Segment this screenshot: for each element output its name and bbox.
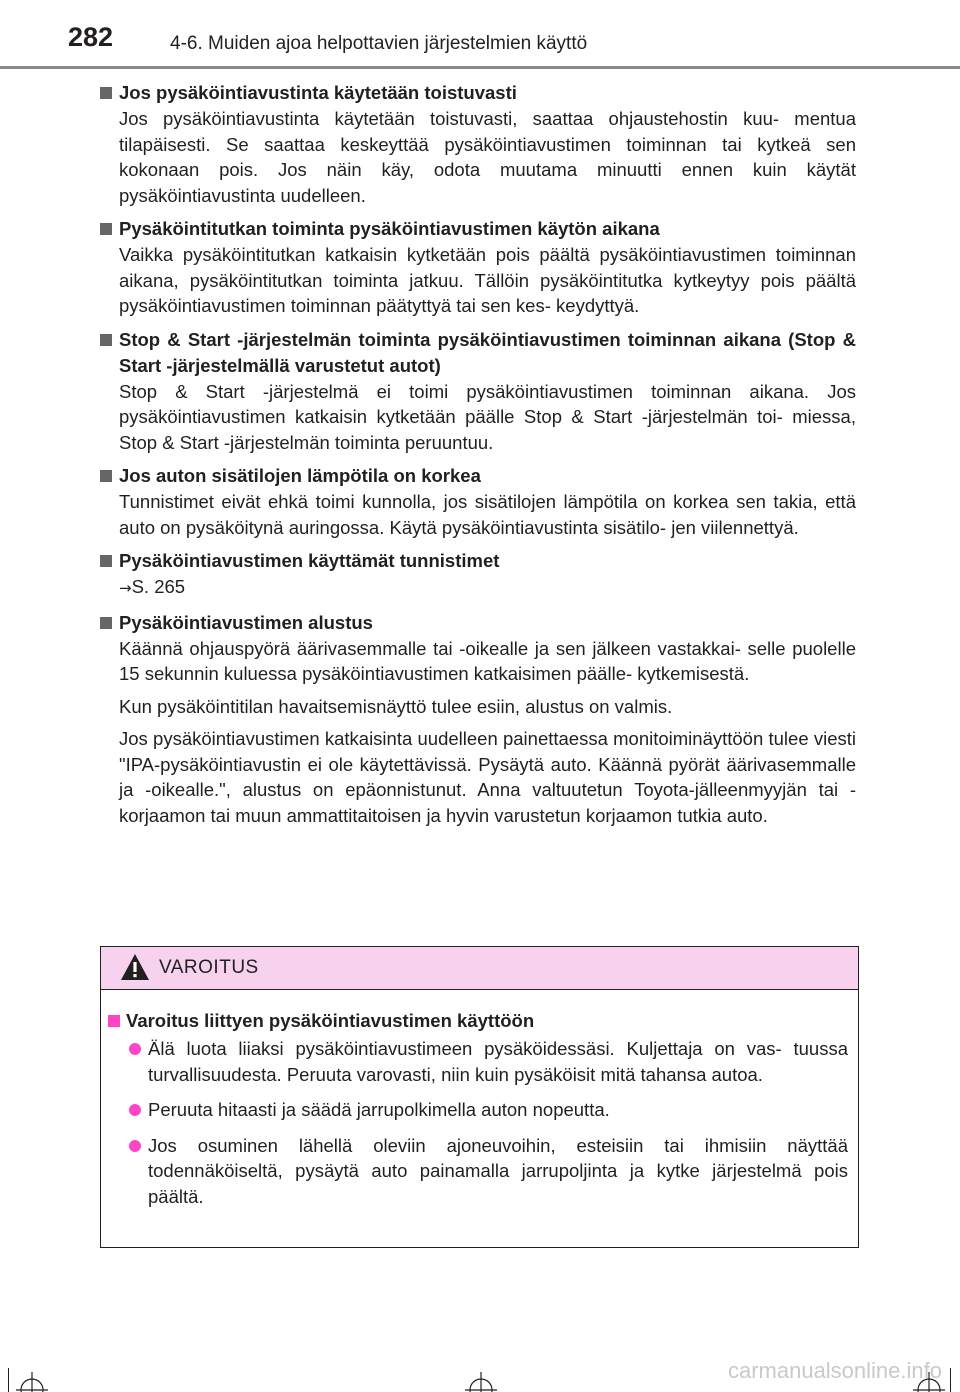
section-stop-start — [100, 327, 856, 456]
section-parking-radar — [100, 216, 856, 319]
square-bullet-icon — [100, 87, 112, 99]
section-paragraph: Jos pysäköintiavustinta käytetään toistuvasti, saattaa ohjaustehostin kuu- mentua tilapäisesti. Se saattaa keskeyttää pysäköintiavustimen toiminnan tai kytkeä sen kokonaan pois. Jos näin käy, odota muutama minuutti ennen kuin käytät pysäköintiavustinta uudelleen. — [119, 108, 856, 206]
section-paragraph: Kun pysäköintitilan havaitsemisnäyttö tulee esiin, alustus on valmis. — [119, 695, 673, 717]
section-paragraph: Käännä ohjauspyörä äärivasemmalle tai -oikealle ja sen jälkeen vastakkai- selle puolelle 15 sekunnin kuluessa pysäköintiavustimen katkaisimen päälle- kytkemisestä. — [119, 637, 856, 684]
section-title: Jos auton sisätilojen lämpötila on korkea — [100, 463, 856, 489]
section-title: Jos pysäköintiavustinta käytetään toistuvasti — [100, 80, 856, 106]
section-paragraph: Stop & Start -järjestelmä ei toimi pysäköintiavustimen toiminnan aikana. Jos pysäköintiavustimen katkaisin kytketään päälle Stop & Start -järjestelmän toi- miessa, Stop & Start -järjestelmän toiminta peruuntuu. — [119, 380, 856, 453]
section-title: Pysäköintiavustimen käyttämät tunnistimet — [100, 548, 856, 574]
warning-box — [100, 946, 859, 1248]
page-header — [0, 0, 960, 70]
section-repeated-use — [100, 80, 856, 208]
round-bullet-icon — [129, 1104, 141, 1116]
square-bullet-icon — [100, 470, 112, 482]
warning-bullet: Jos osuminen lähellä oleviin ajoneuvoihin, esteisiin tai ihmisiin näyttää todennäköiseltä, pysäytä auto painamalla jarrupoljinta ja kytke järjestelmä pois päältä. — [106, 1133, 848, 1210]
warning-header — [101, 947, 858, 990]
warning-label: VAROITUS — [159, 957, 259, 978]
round-bullet-icon — [129, 1140, 141, 1152]
section-high-temperature — [100, 463, 856, 540]
section-sensors — [100, 548, 856, 602]
registration-mark-icon — [463, 1372, 499, 1392]
square-bullet-icon — [108, 1015, 120, 1027]
main-content — [100, 80, 856, 836]
section-title: Stop & Start -järjestelmän toiminta pysäköintiavustimen toiminnan aikana (Stop & Start -järjestelmällä varustetut autot) — [100, 327, 856, 379]
section-paragraph: Vaikka pysäköintitutkan katkaisin kytketään pois päältä pysäköintiavustimen toiminnan aikana, pysäköintitutkan toiminta jatkuu. Tällöin pysäköintitutka kytkeytyy pois päältä pysäköintiavustimen toiminnan päätyttyä tai sen kes- keydyttyä. — [119, 244, 856, 316]
page-reference — [100, 574, 856, 602]
page-reference-link[interactable]: S. 265 — [131, 576, 186, 597]
section-paragraph: Jos pysäköintiavustimen katkaisinta uudelleen painettaessa monitoiminäyttöön tulee viesti "IPA-pysäköintiavustin ei ole käytettävissä. Pysäytä auto. Käännä pyörät äärivasemmalle ja -oikealle.", alustus on epäonnistunut. Anna valtuutetun Toyota-jälleenmyyjän tai -korjaamon tai muun ammattitaitoisen ja hyvin varustetun korjaamon tutkia auto. — [119, 728, 856, 826]
warning-bullet: Älä luota liiaksi pysäköintiavustimeen pysäköidessäsi. Kuljettaja on vas- tuussa turvallisuudesta. Peruuta varovasti, niin kuin pysäköisit mitä tahansa autoa. — [106, 1036, 848, 1087]
section-title: Pysäköintitutkan toiminta pysäköintiavustimen käytön aikana — [100, 216, 856, 242]
warning-bullet: Peruuta hitaasti ja säädä jarrupolkimella auton nopeutta. — [106, 1097, 848, 1123]
section-paragraph: Tunnistimet eivät ehkä toimi kunnolla, jos sisätilojen lämpötila on korkea sen takia, että auto on pysäköitynä auringossa. Käytä pysäköintiavustinta sisätilo- jen viilennettyä. — [119, 491, 856, 538]
square-bullet-icon — [100, 617, 112, 629]
square-bullet-icon — [100, 223, 112, 235]
header-rule — [0, 66, 960, 69]
section-title: Pysäköintiavustimen alustus — [100, 610, 856, 636]
square-bullet-icon — [100, 334, 112, 346]
warning-title: Varoitus liittyen pysäköintiavustimen käyttöön — [106, 1008, 848, 1034]
round-bullet-icon — [129, 1043, 141, 1055]
section-initialization — [100, 610, 856, 829]
square-bullet-icon — [100, 555, 112, 567]
registration-mark-icon — [14, 1372, 50, 1392]
warning-body — [101, 990, 858, 1209]
warning-triangle-icon — [120, 953, 150, 981]
arrow-right-icon: → — [119, 579, 132, 597]
watermark: carmanualsonline.info — [727, 1358, 942, 1383]
page-number: 282 — [68, 22, 114, 52]
chapter-title: 4-6. Muiden ajoa helpottavien järjestelmien käyttö — [170, 33, 588, 54]
